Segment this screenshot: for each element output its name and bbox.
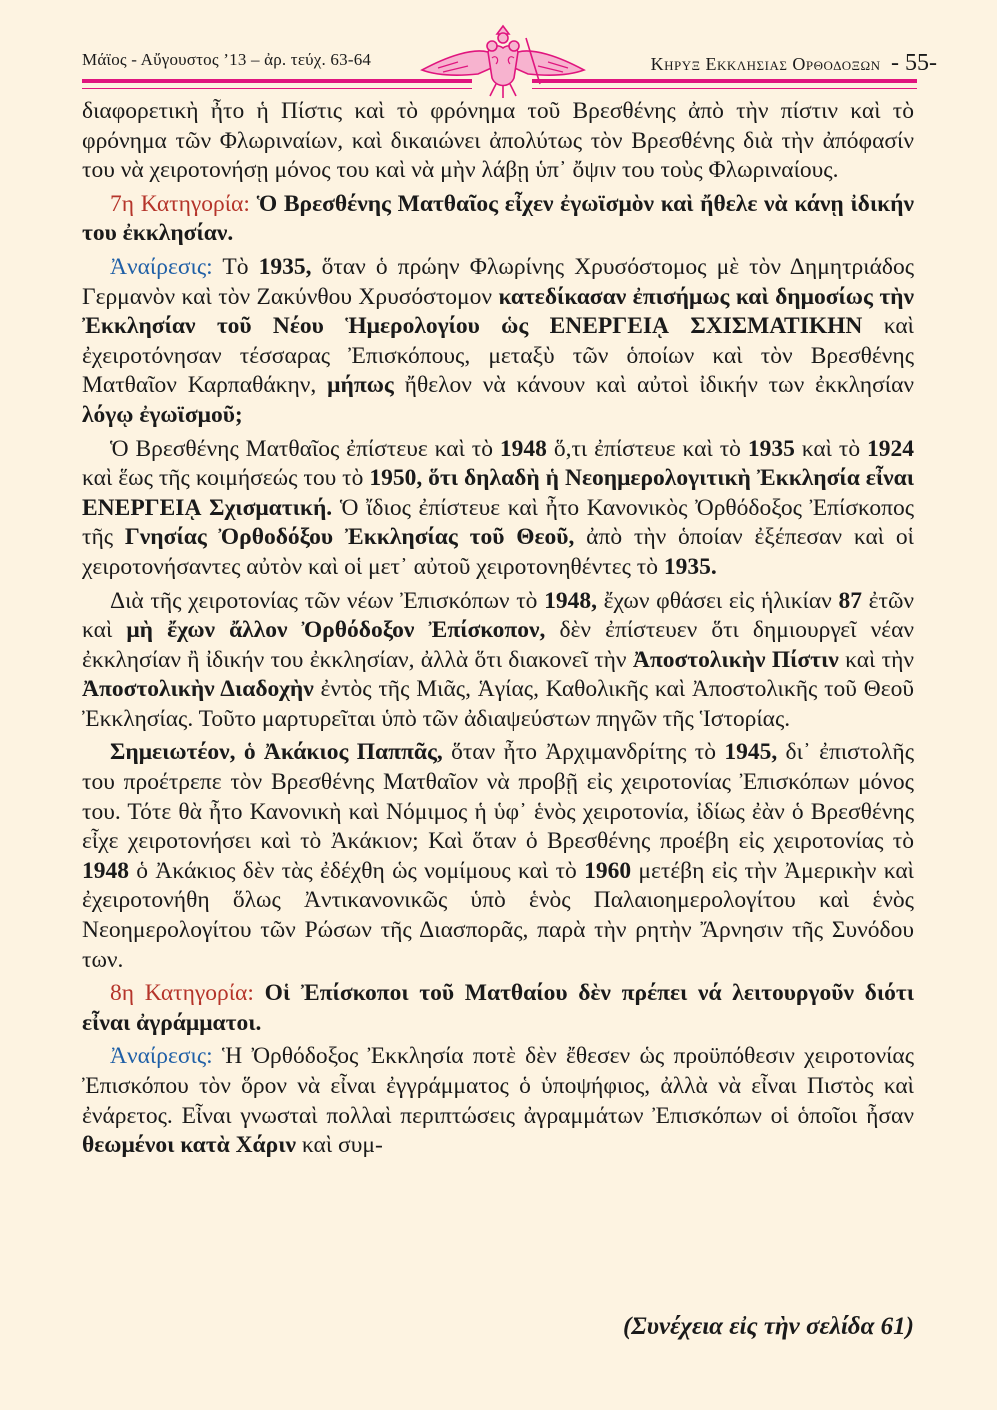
double-headed-eagle-icon <box>418 18 588 100</box>
page-header <box>0 0 997 100</box>
header-thin-rule-right <box>532 88 917 89</box>
refutation-label: Ἀναίρεσις: <box>110 253 213 280</box>
header-rule-left <box>82 79 472 83</box>
paragraph: Σημειωτέον, ὁ Ἀκάκιος Παππᾶς, ὅταν ἦτο Ἀρχιμανδρίτης τὸ 1945, δι᾽ ἐπιστολῆς του προέτρεπε τὸν Βρεσθένης Ματθαῖον νὰ προβῇ εἰς χειροτονίας Ἐπισκόπων μόνος του. Τότε θὰ ἦτο Κανονικὴ καὶ Νόμιμος ἡ ὑφ᾽ ἑνὸς χειροτονία, ἰδίως ἐὰν ὁ Βρεσθένης εἶχε χειροτονήσει καὶ τὸ Ἀκάκιον; Καὶ ὅταν ὁ Βρεσθένης προέβη εἰς χειροτονίας τὸ 1948 ὁ Ἀκάκιος δὲν τὰς ἐδέχθη ὡς νομίμους καὶ τὸ 1960 μετέβη εἰς τὴν Ἀμερικὴν καὶ ἐχειροτονήθη ὅλως Ἀντικανονικῶς ὑπὸ ἑνὸς Παλαιοημερολογίτου καὶ ἑνὸς Νεοημερολογίτου τῶν Ρώσων τῆς Διασπορᾶς, παρὰ τὴν ρητὴν Ἄρνησιν τῆς Συνόδου των. <box>82 739 914 973</box>
refutation-label: Ἀναίρεσις: <box>110 1043 213 1070</box>
paragraph-category-7 <box>82 190 914 249</box>
paragraph: Ὁ Βρεσθένης Ματθαῖος ἐπίστευε καὶ τὸ 1948 ὅ,τι ἐπίστευε καὶ τὸ 1935 καὶ τὸ 1924 καὶ ἕως τῆς κοιμήσεώς του τὸ 1950, ὅτι δηλαδὴ ἡ Νεοημερολογιτικὴ Ἐκκλησία εἶναι ΕΝΕΡΓΕΙᾼ Σχισματική. Ὁ ἴδιος ἐπίστευε καὶ ἦτο Κανονικὸς Ὀρθόδοξος Ἐπίσκοπος τῆς Γνησίας Ὀρθοδόξου Ἐκκλησίας τοῦ Θεοῦ, ἀπὸ τὴν ὁποίαν ἐξέπεσαν καὶ οἱ χειροτονήσαντες αὐτὸν καὶ οἱ μετ᾽ αὐτοῦ χειροτονηθέντες τὸ 1935. <box>82 435 915 580</box>
article-body <box>82 97 914 1165</box>
continuation-note: (Συνέχεια εἰς τὴν σελίδα 61) <box>622 1313 914 1340</box>
header-rule-right <box>532 79 917 83</box>
paragraph-refutation-2: Ἀναίρεσις: Ἡ Ὀρθόδοξος Ἐκκλησία ποτὲ δὲν ἔθεσεν ὡς προϋπόθεσιν χειροτονίας Ἐπισκόπου τὸν ὅρον νὰ εἶναι ἐγγράμματος ὁ ὑποψήφιος, ἀλλὰ νὰ εἶναι Πιστὸς καὶ ἐνάρετος. Εἶναι γνωσταὶ πολλαὶ περιπτώσεις ἀγραμμάτων Ἐπισκόπων οἱ ὁποῖοι ἦσαν θεωμένοι κατὰ Χάριν καὶ συμ- <box>82 1043 915 1159</box>
paragraph: Διὰ τῆς χειροτονίας τῶν νέων Ἐπισκόπων τὸ 1948, ἔχων φθάσει εἰς ἡλικίαν 87 ἐτῶν καὶ μὴ ἔχων ἄλλον Ὀρθόδοξον Ἐπίσκοπον, δὲν ἐπίστευεν ὅτι δημιουργεῖ νέαν ἐκκλησίαν ἢ ἰδικήν του ἐκκλησίαν, ἀλλὰ ὅτι διακονεῖ τὴν Ἀποστολικὴν Πίστιν καὶ τὴν Ἀποστολικὴν Διαδοχὴν ἐντὸς τῆς Μιᾶς, Ἁγίας, Καθολικῆς καὶ Ἀποστολικῆς τοῦ Θεοῦ Ἐκκλησίας. Τοῦτο μαρτυρεῖται ὑπὸ τῶν ἀδιαψεύστων πηγῶν τῆς Ἱστορίας. <box>82 587 915 732</box>
category-label: 7η Κατηγορία: <box>110 190 250 217</box>
header-thin-rule-left <box>82 88 472 89</box>
paragraph-category-8 <box>82 979 914 1038</box>
paragraph: διαφορετικὴ ἦτο ἡ Πίστις καὶ τὸ φρόνημα τοῦ Βρεσθένης ἀπὸ τὴν πίστιν καὶ τὸ φρόνημα τῶν Φλωριναίων, καὶ δικαιώνει ἀπολύτως τὸν Βρεσθένης διὰ τὴν ἀπόφασίν του νὰ χειροτονήσῃ μόνος του καὶ νὰ μὴν λάβῃ ὑπ᾽ ὄψιν του τοὺς Φλωριναίους. <box>82 98 914 184</box>
magazine-title-block <box>651 50 937 77</box>
category-label: 8η Κατηγορία: <box>110 980 254 1007</box>
issue-info: Μάϊος - Αὔγουστος ’13 – ἀρ. τεύχ. 63-64 <box>82 50 372 69</box>
page-number: - 55- <box>891 50 937 76</box>
category-claim: Οἱ Ἐπίσκοποι τοῦ Ματθαίου δὲν πρέπει νά λειτουργοῦν διότι εἶναι ἀγράμματοι. <box>82 980 914 1036</box>
paragraph-refutation-1: Ἀναίρεσις: Τὸ 1935, ὅταν ὁ πρώην Φλωρίνης Χρυσόστομος μὲ τὸν Δημητριάδος Γερμανὸν καὶ τὸν Ζακύνθου Χρυσόστομον κατεδίκασαν ἐπισήμως καὶ δημοσίως τὴν Ἐκκλησίαν τοῦ Νέου Ἡμερολογίου ὡς ΕΝΕΡΓΕΙᾼ ΣΧΙΣΜΑΤΙΚΗΝ καὶ ἐχειροτόνησαν τέσσαρας Ἐπισκόπους, μεταξὺ τῶν ὁποίων καὶ τὸν Βρεσθένης Ματθαῖον Καρπαθάκην, μήπως ἤθελον νὰ κάνουν καὶ αὐτοὶ ἰδικήν των ἐκκλησίαν λόγῳ ἐγωϊσμοῦ; <box>82 253 915 428</box>
magazine-title: Κηρυξ Εκκλησιας Ορθοδοξων <box>650 54 881 74</box>
category-claim: Ὁ Βρεσθένης Ματθαῖος εἶχεν ἐγωϊσμὸν καὶ ἤθελε νὰ κάνῃ ἰδικήν του ἐκκλησίαν. <box>82 190 915 247</box>
